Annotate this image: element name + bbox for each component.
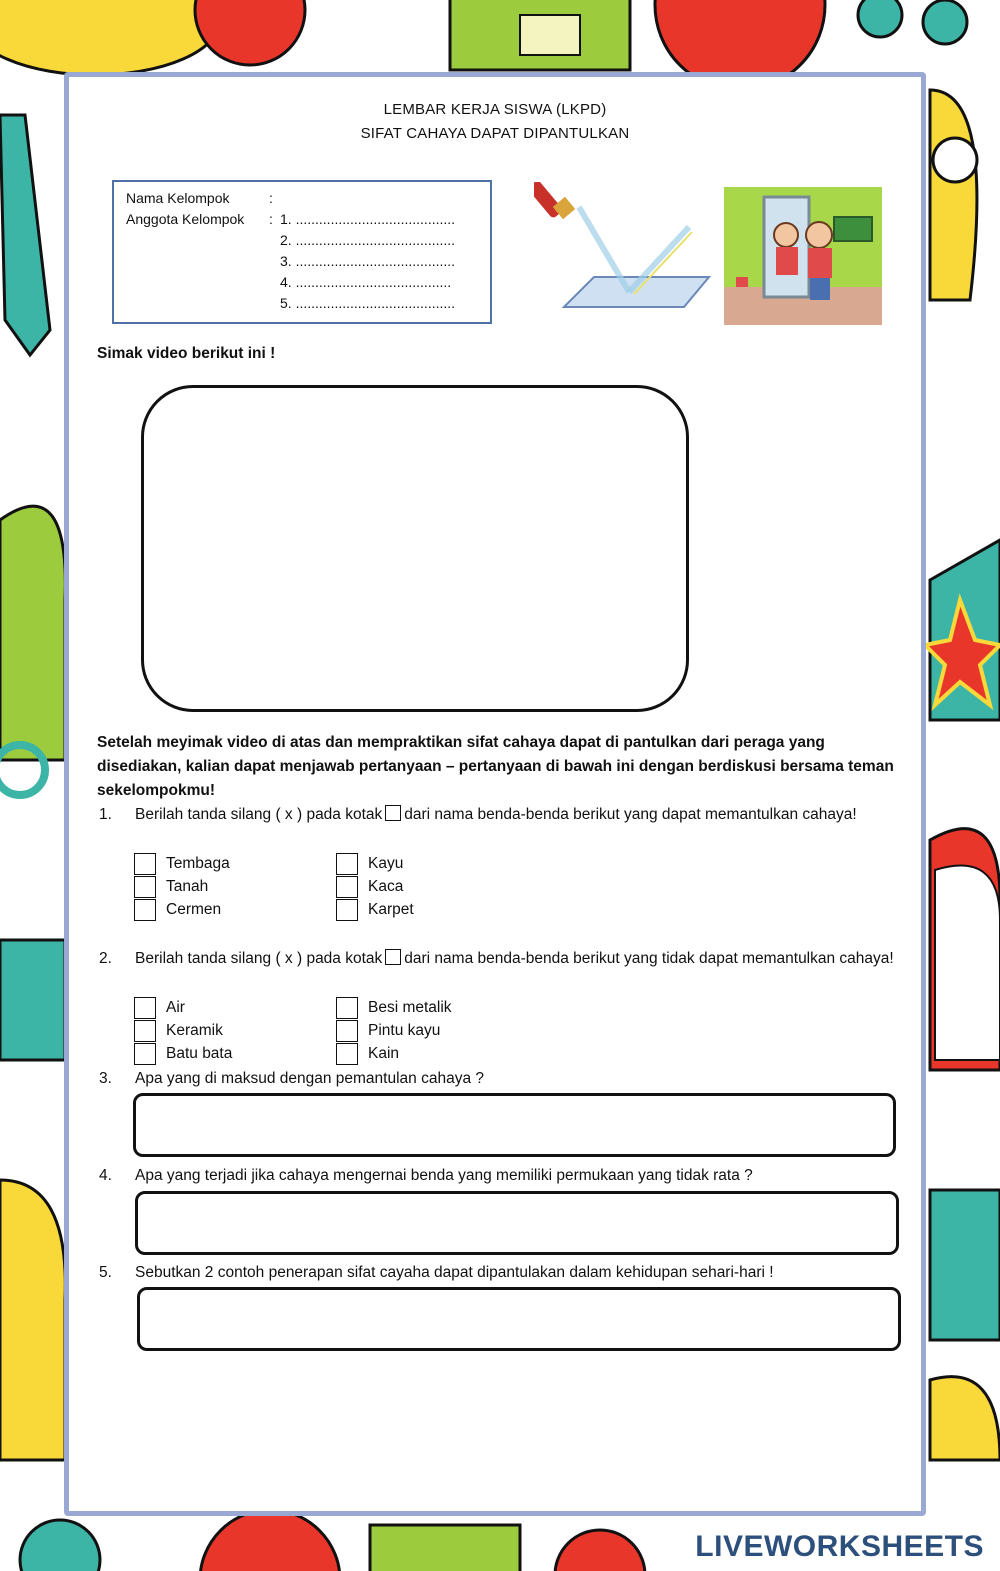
- answer-box-3[interactable]: [133, 1093, 896, 1157]
- group-name-colon: :: [269, 190, 273, 206]
- video-placeholder[interactable]: [141, 385, 689, 712]
- question-5: [99, 1261, 909, 1285]
- question-1: [99, 803, 909, 851]
- checkbox[interactable]: [134, 997, 156, 1019]
- checkbox[interactable]: [134, 876, 156, 898]
- question-number: 2.: [99, 950, 112, 967]
- worksheet-subtitle: SIFAT CAHAYA DAPAT DIPANTULKAN: [360, 125, 630, 142]
- group-name-label: Nama Kelompok: [126, 190, 230, 206]
- intro-paragraph: Setelah meyimak video di atas dan mempraktikan sifat cahaya dapat di pantulkan dari peraga yang disediakan, kalian dapat menjawab pertanyaan – pertanyaan di bawah ini dengan berdiskusi bersama teman sekelompokmu!: [97, 734, 894, 799]
- member-line-4: 4. ........................................: [280, 274, 452, 290]
- member-line-2: 2. .........................................: [280, 232, 456, 248]
- group-members-label: Anggota Kelompok: [126, 211, 245, 227]
- worksheet-title: LEMBAR KERJA SISWA (LKPD): [383, 101, 607, 118]
- answer-box-4[interactable]: [135, 1191, 899, 1255]
- question-4: [99, 1164, 909, 1188]
- checkbox[interactable]: [336, 1043, 358, 1065]
- question-text: Apa yang terjadi jika cahaya mengernai benda yang memiliki permukaan yang tidak rata ?: [135, 1167, 753, 1184]
- question-2: [99, 947, 909, 995]
- checkbox[interactable]: [336, 853, 358, 875]
- question-number: 3.: [99, 1070, 112, 1087]
- question-text: Apa yang di maksud dengan pemantulan cahaya ?: [135, 1070, 484, 1087]
- checkbox[interactable]: [134, 899, 156, 921]
- video-instruction: Simak video berikut ini !: [97, 345, 276, 362]
- question-number: 1.: [99, 806, 112, 823]
- liveworksheets-logo: LIVEWORKSHEETS: [695, 1530, 984, 1563]
- checkbox-symbol-icon: [385, 805, 401, 821]
- checkbox[interactable]: [336, 997, 358, 1019]
- checkbox[interactable]: [336, 1020, 358, 1042]
- boy-mirror-illustration: [724, 187, 882, 325]
- question-number: 4.: [99, 1167, 112, 1184]
- checkbox[interactable]: [134, 1020, 156, 1042]
- flashlight-reflection-illustration: [534, 182, 714, 312]
- worksheet-page: LEMBAR KERJA SISWA (LKPD) SIFAT CAHAYA DAPAT DIPANTULKAN Nama Kelompok : Anggota Kelompok : 1. ......................................... 2. ......................................... 3. ......................................... 4. ........................................ 5. ......................................... Simak video berikut ini ! Setelah meyimak video di atas dan mempraktikan sifat cahaya dapat di pantulkan dari peraga yang disediakan, kalian dapat menjawab pertanyaan – pertanyaan di bawah ini dengan berdiskusi bersama teman sekelompokmu! 1. Berilah tanda silang ( x ) pada kotak dari nama benda-benda berikut yang dapat memantulkan cahaya! Tembaga Tanah Cermen Kayu Kaca Karpet 2. Berilah tanda silang ( x ) pada kotak dari nama benda-benda berikut yang tidak dapat memantulkan cahaya! Air Keramik Batu bata Besi metalik Pintu kayu Kain 3. Apa yang di maksud dengan pemantulan cahaya ? 4. Apa yang terjadi jika cahaya mengernai benda yang memiliki permukaan yang tidak rata ? 5. Sebutkan 2 contoh penerapan sifat cayaha dapat dipantulakan dalam kehidupan sehari-hari !: [64, 72, 926, 1516]
- question-text: Berilah tanda silang ( x ) pada kotak dari nama benda-benda berikut yang dapat memantulkan cahaya!: [135, 806, 857, 823]
- group-identity-box: [112, 180, 492, 324]
- question-3: [99, 1067, 909, 1091]
- checkbox[interactable]: [336, 899, 358, 921]
- member-line-3: 3. .........................................: [280, 253, 456, 269]
- checkbox[interactable]: [134, 853, 156, 875]
- answer-box-5[interactable]: [137, 1287, 901, 1351]
- checkbox-symbol-icon: [385, 949, 401, 965]
- member-line-1: 1. .........................................: [280, 211, 456, 227]
- checkbox[interactable]: [336, 876, 358, 898]
- question-text: Berilah tanda silang ( x ) pada kotak dari nama benda-benda berikut yang tidak dapat memantulkan cahaya!: [135, 950, 894, 967]
- member-line-5: 5. .........................................: [280, 295, 456, 311]
- question-text: Sebutkan 2 contoh penerapan sifat cayaha dapat dipantulakan dalam kehidupan sehari-hari !: [135, 1264, 774, 1281]
- checkbox[interactable]: [134, 1043, 156, 1065]
- question-number: 5.: [99, 1264, 112, 1281]
- group-members-colon: :: [269, 211, 273, 227]
